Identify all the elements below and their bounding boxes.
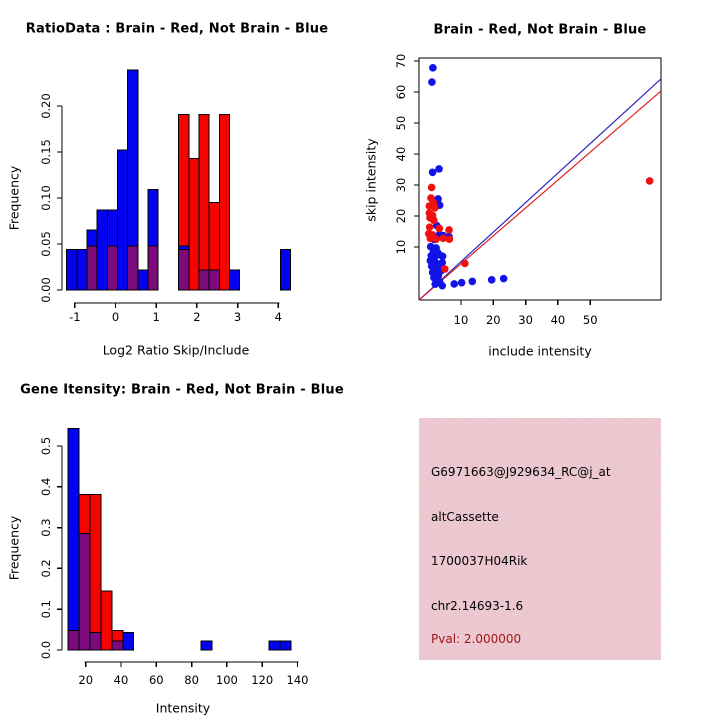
svg-text:0.3: 0.3 [39, 518, 53, 537]
svg-text:60: 60 [148, 673, 164, 687]
gene-intensity-histogram-panel [39, 428, 308, 687]
svg-text:60: 60 [394, 84, 408, 100]
pval-line: Pval: 2.000000 [431, 632, 522, 646]
svg-text:0.4: 0.4 [39, 477, 53, 496]
svg-text:-1: -1 [69, 310, 81, 324]
svg-text:0.0: 0.0 [39, 640, 53, 660]
ratio-histogram-bars [67, 70, 291, 290]
svg-text:0.2: 0.2 [39, 559, 53, 578]
gene-hist-xlabel: Intensity [155, 700, 211, 716]
svg-text:40: 40 [113, 673, 129, 687]
svg-text:70: 70 [394, 53, 408, 69]
svg-text:3: 3 [233, 310, 242, 324]
gene-hist-ylabel: Frequency [6, 515, 22, 581]
svg-text:0.20: 0.20 [39, 93, 53, 119]
svg-text:20: 20 [78, 673, 94, 687]
scatter-reference-lines [419, 79, 661, 300]
ratio-hist-title: RatioData : Brain - Red, Not Brain - Blue [25, 21, 329, 37]
svg-text:40: 40 [550, 313, 566, 327]
svg-text:20: 20 [485, 313, 501, 327]
gene-intensity-histogram-bars [68, 428, 291, 650]
svg-text:0.00: 0.00 [39, 277, 53, 303]
ratio-histogram-panel [39, 70, 291, 324]
svg-text:0.10: 0.10 [39, 185, 53, 211]
svg-text:120: 120 [251, 673, 274, 687]
locus-text: chr2.14693-1.6 [431, 599, 524, 613]
svg-text:10: 10 [453, 313, 469, 327]
probe-id-text: G6971663@J929634_RC@j_at [431, 465, 611, 479]
svg-text:0.1: 0.1 [39, 600, 53, 619]
svg-text:30: 30 [394, 177, 408, 193]
svg-text:0.5: 0.5 [39, 436, 53, 456]
svg-text:20: 20 [394, 208, 408, 224]
svg-text:100: 100 [215, 673, 238, 687]
svg-text:30: 30 [518, 313, 533, 327]
scatter-ylabel: skip intensity [363, 138, 379, 222]
svg-text:1: 1 [152, 310, 160, 324]
svg-text:2: 2 [193, 310, 201, 324]
gene-hist-title: Gene Itensity: Brain - Red, Not Brain - Blue [20, 382, 344, 398]
intensity-scatter-panel [394, 54, 661, 327]
svg-text:0: 0 [111, 310, 120, 324]
svg-text:0.05: 0.05 [39, 231, 53, 257]
svg-text:140: 140 [286, 673, 309, 687]
scatter-title: Brain - Red, Not Brain - Blue [433, 22, 647, 38]
svg-text:50: 50 [582, 313, 598, 327]
svg-text:4: 4 [274, 310, 282, 324]
gene-symbol-text: 1700037H04Rik [431, 554, 528, 568]
svg-text:0.15: 0.15 [39, 139, 53, 165]
splice-type-text: altCassette [431, 510, 499, 524]
svg-text:50: 50 [394, 115, 408, 131]
svg-text:80: 80 [184, 673, 199, 687]
scatter-xlabel: include intensity [488, 343, 592, 359]
ratio-hist-ylabel: Frequency [6, 165, 22, 231]
svg-text:10: 10 [394, 239, 408, 255]
scatter-points-brain_red [425, 177, 654, 273]
ratio-hist-xlabel: Log2 Ratio Skip/Include [102, 342, 250, 358]
svg-text:40: 40 [394, 146, 408, 162]
gene-info-panel [419, 418, 661, 660]
